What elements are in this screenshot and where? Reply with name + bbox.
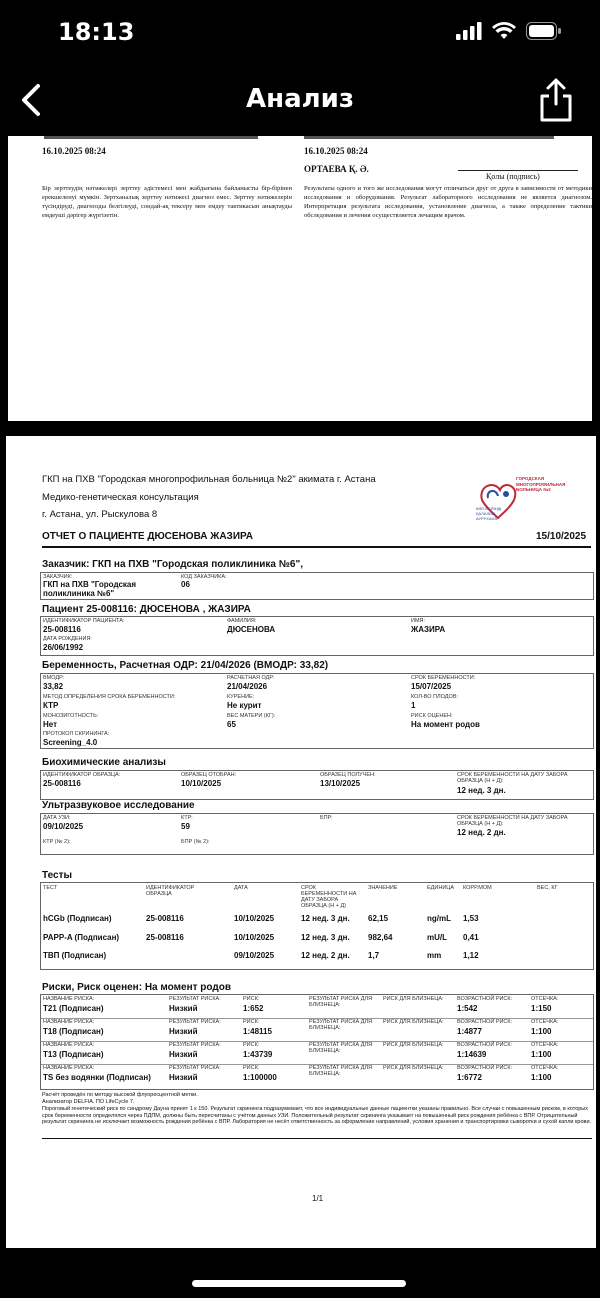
document-page-1 (8, 136, 592, 421)
risk-row (41, 1064, 593, 1087)
document-page-2 (6, 436, 596, 1248)
sample-recv: 13/10/2025 (320, 779, 361, 788)
report-date: 15/10/2025 (536, 531, 587, 542)
age-risk: 1:4877 (457, 1027, 482, 1036)
test-date: 09/10/2025 (234, 951, 275, 960)
test-value: 62,15 (368, 914, 389, 923)
org-line-2: Медико-генетическая консультация (42, 492, 199, 503)
risk-name-label: НАЗВАНИЕ РИСКА: (43, 996, 95, 1002)
age-risk: 1:6772 (457, 1073, 482, 1082)
cutoff: 1:150 (531, 1004, 552, 1013)
risk-row (41, 995, 593, 1019)
test-unit: mU/L (427, 933, 447, 942)
tests-header: Тесты (42, 870, 73, 881)
customer-label: ЗАКАЗЧИК: (43, 574, 73, 580)
dob-label: ДАТА РОЖДЕНИЯ: (43, 636, 92, 642)
pregnancy-header: Беременность, Расчетная ОДР: 21/04/2026 (ВМОДР: 33,82) (42, 660, 329, 671)
test-date: 10/10/2025 (234, 914, 275, 923)
page-title: Анализ (246, 84, 354, 114)
footnote-1: Расчёт проведён по методу высокой флуоресцентной метки. (42, 1092, 198, 1098)
bpr-label: БПР: (320, 815, 333, 821)
vmodr: 33,82 (43, 682, 64, 691)
customer-code: 06 (181, 580, 190, 589)
twin-risk-label: РИСК ДЛЯ БЛИЗНЕЦА: (383, 1065, 444, 1071)
footnote-2: Анализатор DELFIA. ПО LifeCycle 7. (42, 1099, 135, 1105)
ga-us-label: СРОК БЕРЕМЕННОСТИ НА ДАТУ ЗАБОРА ОБРАЗЦА (Н + Д): (457, 815, 568, 827)
mono: Нет (43, 720, 58, 729)
signal-icon (456, 22, 482, 40)
risk-result: Низкий (169, 1027, 198, 1036)
footnote-3: Пороговый генетический риск по синдрому Дауна принят 1 к 150. Результат скрининга подразумевает, что все индивидуальные данные пациентки указаны правильно. Все случаи с повышенным риском, в которых срок беременности определялся через ПДПМ, должны быть пересчитаны с учётом данных УЗИ. Положительный результат скрининга указывает на повышенный риск рождения ребёнка с ВПР. Отрицательный результат скрининга не исключает возможность рождения ребёнка с ВПР. Лаборатория не несёт ответственность за оформление направлений, условия хранения и транспортировки сыворотки и сухой капли крови. (42, 1106, 592, 1125)
ktr2-label: КТР (№ 2): (43, 839, 71, 845)
us-date: 09/10/2025 (43, 822, 84, 831)
risk-name: T18 (Подписан) (43, 1027, 104, 1036)
customer-code-label: КОД ЗАКАЗЧИКА: (181, 574, 227, 580)
sample-taken: 10/10/2025 (181, 779, 222, 788)
cutoff: 1:100 (531, 1073, 552, 1082)
risk-name: T21 (Подписан) (43, 1004, 104, 1013)
pregnancy-box (40, 673, 594, 749)
sample-taken-label: ОБРАЗЕЦ ОТОБРАН: (181, 772, 237, 778)
test-value: 1,7 (368, 951, 380, 960)
sample-id-label: ИДЕНТИФИКАТОР ОБРАЗЦА: (43, 772, 121, 778)
smoking: Не курит (227, 701, 262, 710)
customer-value: ГКП на ПХВ "Городская поликлиника №6" (43, 580, 137, 598)
signer-name: ОРТАЕВА Қ. Ә. (304, 164, 369, 174)
bio-box (40, 770, 594, 800)
risk-eval-label: РИСК ОЦЕНЕН: (411, 713, 453, 719)
ktr: 59 (181, 822, 190, 831)
method-label: МЕТОД ОПРЕДЕЛЕНИЯ СРОКА БЕРЕМЕННОСТИ: (43, 694, 176, 700)
twin-result-label: РЕЗУЛЬТАТ РИСКА ДЛЯ БЛИЗНЕЦА: (309, 1042, 373, 1054)
twin-result-label: РЕЗУЛЬТАТ РИСКА ДЛЯ БЛИЗНЕЦА: (309, 1065, 373, 1077)
risk-value: 1:652 (243, 1004, 264, 1013)
edd-label: РАСЧЕТНАЯ ОДР: (227, 675, 275, 681)
risk-name: TS без водянки (Подписан) (43, 1073, 151, 1082)
sample-recv-label: ОБРАЗЕЦ ПОЛУЧЕН: (320, 772, 376, 778)
test-name: PAPP-A (Подписан) (43, 933, 120, 942)
risk-result: Низкий (169, 1004, 198, 1013)
risk-value: 1:100000 (243, 1073, 277, 1082)
patient-header: Пациент 25-008116: ДЮСЕНОВА , ЖАЗИРА (42, 604, 251, 615)
col-value: ЗНАЧЕНИЕ (368, 885, 398, 891)
col-weight: ВЕС, КГ (537, 885, 558, 891)
risk-name: T13 (Подписан) (43, 1050, 104, 1059)
test-name: ТВП (Подписан) (43, 951, 107, 960)
risk-label: РИСК: (243, 996, 260, 1002)
us-box (40, 813, 594, 855)
cutoff: 1:100 (531, 1050, 552, 1059)
ktr-label: КТР: (181, 815, 193, 821)
col-mom: КОРР.МОМ (463, 885, 492, 891)
wifi-icon (492, 22, 516, 40)
table-row (41, 951, 593, 965)
test-mom: 0,41 (463, 933, 479, 942)
test-mom: 1,12 (463, 951, 479, 960)
age-risk-label: ВОЗРАСТНОЙ РИСК: (457, 1019, 513, 1025)
risk-value: 1:43739 (243, 1050, 273, 1059)
customer-header: Заказчик: ГКП на ПХВ "Городская поликлиника №6", (42, 559, 303, 570)
ga: 15/07/2025 (411, 682, 452, 691)
age-risk-label: ВОЗРАСТНОЙ РИСК: (457, 1065, 513, 1071)
test-ga: 12 нед. 3 дн. (301, 914, 350, 923)
risk-result-label: РЕЗУЛЬТАТ РИСКА: (169, 996, 221, 1002)
cutoff-label: ОТСЕЧКА: (531, 1065, 559, 1071)
ga-label: СРОК БЕРЕМЕННОСТИ: (411, 675, 476, 681)
weight: 65 (227, 720, 236, 729)
risks-table (40, 994, 594, 1090)
test-mom: 1,53 (463, 914, 479, 923)
patient-box (40, 616, 594, 656)
risk-result: Низкий (169, 1073, 198, 1082)
page-number: 1/1 (312, 1194, 324, 1203)
age-risk: 1:14639 (457, 1050, 487, 1059)
twin-result-label: РЕЗУЛЬТАТ РИСКА ДЛЯ БЛИЗНЕЦА: (309, 996, 373, 1008)
org-line-1: ГКП на ПХВ "Городская многопрофильная больница №2" акимата г. Астана (42, 474, 376, 485)
ga-us: 12 нед. 2 дн. (457, 828, 506, 837)
status-icons (456, 22, 562, 40)
risk-row (41, 1041, 593, 1065)
status-bar (0, 0, 600, 68)
hospital-logo (476, 472, 581, 524)
weight-label: ВЕС МАТЕРИ (КГ): (227, 713, 276, 719)
age-risk-label: ВОЗРАСТНОЙ РИСК: (457, 1042, 513, 1048)
edd: 21/04/2026 (227, 682, 268, 691)
disclaimer-kz: Бір зерттеудің нәтижелері зерттеу әдістемесі мен жабдығына байланысты бір-бірінен ерекшеленуі мүмкін. Зертханалық зерттеу нәтижесі диагноз емес. Зерттеу нәтижелерін түсіндіруді, диагнозды белгілеуді, сондай-ақ тексеру мен емдеу тактикасын анықтауды емдеуші дәрігер жүргізетін. (42, 185, 292, 219)
surname: ДЮСЕНОВА (227, 625, 276, 634)
risk-result-label: РЕЗУЛЬТАТ РИСКА: (169, 1042, 221, 1048)
patient-id-label: ИДЕНТИФИКАТОР ПАЦИЕНТА: (43, 618, 125, 624)
twin-risk-label: РИСК ДЛЯ БЛИЗНЕЦА: (383, 1042, 444, 1048)
mono-label: МОНОЗИГОТНОСТЬ: (43, 713, 99, 719)
risk-value: 1:48115 (243, 1027, 272, 1036)
table-row (41, 914, 593, 928)
fetus-label: КОЛ-ВО ПЛОДОВ: (411, 694, 459, 700)
test-unit: mm (427, 951, 442, 960)
risk-result-label: РЕЗУЛЬТАТ РИСКА: (169, 1065, 221, 1071)
method: КТР (43, 701, 59, 710)
risk-label: РИСК: (243, 1042, 260, 1048)
status-time: 18:13 (58, 18, 135, 46)
left-date: 16.10.2025 08:24 (42, 146, 106, 156)
tests-table (40, 882, 594, 970)
battery-icon (526, 22, 562, 40)
twin-risk-label: РИСК ДЛЯ БЛИЗНЕЦА: (383, 1019, 444, 1025)
col-date: ДАТА (234, 885, 248, 891)
nav-bar (0, 68, 600, 136)
col-unit: ЕДИНИЦА (427, 885, 455, 891)
smoking-label: КУРЕНИЕ: (227, 694, 255, 700)
bpr2-label: БПР (№ 2): (181, 839, 210, 845)
risks-header: Риски, Риск оценен: На момент родов (42, 982, 231, 993)
us-header: Ультразвуковое исследование (42, 800, 195, 811)
test-sample-id: 25-008116 (146, 933, 184, 942)
col-test: ТЕСТ (43, 885, 58, 891)
report-title: ОТЧЕТ О ПАЦИЕНТЕ ДЮСЕНОВА ЖАЗИРА (42, 531, 254, 542)
home-indicator[interactable] (192, 1280, 406, 1287)
signature-label: Қолы (подпись) (486, 172, 540, 181)
test-name: hCGb (Подписан) (43, 914, 112, 923)
table-row (41, 933, 593, 947)
age-risk-label: ВОЗРАСТНОЙ РИСК: (457, 996, 513, 1002)
col-ga: СРОК БЕРЕМЕННОСТИ НА ДАТУ ЗАБОРА ОБРАЗЦА (Н + Д) (301, 885, 357, 909)
risk-name-label: НАЗВАНИЕ РИСКА: (43, 1019, 95, 1025)
ga-sample: 12 нед. 3 дн. (457, 786, 506, 795)
name: ЖАЗИРА (411, 625, 446, 634)
cutoff: 1:100 (531, 1027, 552, 1036)
cutoff-label: ОТСЕЧКА: (531, 1019, 559, 1025)
risk-result-label: РЕЗУЛЬТАТ РИСКА: (169, 1019, 221, 1025)
fetus-count: 1 (411, 701, 416, 710)
test-ga: 12 нед. 3 дн. (301, 933, 350, 942)
dob: 26/06/1992 (43, 643, 84, 652)
test-date: 10/10/2025 (234, 933, 275, 942)
vmodr-label: ВМОДР: (43, 675, 65, 681)
protocol-label: ПРОТОКОЛ СКРИНИНГА: (43, 731, 110, 737)
disclaimer-ru: Результаты одного и того же исследования могут отличаться друг от друга в зависимости от методики исследования и оборудования. Результат лабораторного исследования не является диагнозом. Интерпретация результата исследования, установление диагноза, а также определение тактики обследования и лечения осуществляется лечащим врачом. (304, 185, 592, 219)
cutoff-label: ОТСЕЧКА: (531, 1042, 559, 1048)
risk-name-label: НАЗВАНИЕ РИСКА: (43, 1065, 95, 1071)
logo-subtext: КӨП БЕЙІНДІ ҚАЛАЛЫҚ АУРУХАНА (476, 506, 502, 521)
logo-text: ГОРОДСКАЯ МНОГОПРОФИЛЬНАЯ БОЛЬНИЦА №2 (516, 476, 566, 492)
risk-result: Низкий (169, 1050, 198, 1059)
customer-box (40, 572, 594, 600)
risk-eval: На момент родов (411, 720, 480, 729)
sample-id: 25-008116 (43, 779, 81, 788)
right-date: 16.10.2025 08:24 (304, 146, 368, 156)
surname-label: ФАМИЛИЯ: (227, 618, 257, 624)
name-label: ИМЯ: (411, 618, 426, 624)
risk-name-label: НАЗВАНИЕ РИСКА: (43, 1042, 95, 1048)
org-line-3: г. Астана, ул. Рыскулова 8 (42, 509, 158, 520)
test-unit: ng/mL (427, 914, 451, 923)
risk-row (41, 1018, 593, 1042)
ga-sample-label: СРОК БЕРЕМЕННОСТИ НА ДАТУ ЗАБОРА ОБРАЗЦА (Н + Д): (457, 772, 568, 784)
us-date-label: ДАТА УЗИ: (43, 815, 71, 821)
test-sample-id: 25-008116 (146, 914, 184, 923)
risk-label: РИСК: (243, 1065, 260, 1071)
test-value: 982,64 (368, 933, 393, 942)
twin-result-label: РЕЗУЛЬТАТ РИСКА ДЛЯ БЛИЗНЕЦА: (309, 1019, 373, 1031)
col-sample-id: ИДЕНТИФИКАТОР ОБРАЗЦА (146, 885, 195, 897)
share-icon[interactable] (536, 76, 576, 124)
twin-risk-label: РИСК ДЛЯ БЛИЗНЕЦА: (383, 996, 444, 1002)
test-ga: 12 нед. 2 дн. (301, 951, 350, 960)
protocol: Screening_4.0 (43, 738, 98, 747)
patient-id: 25-008116 (43, 625, 81, 634)
risk-label: РИСК: (243, 1019, 260, 1025)
bio-header: Биохимические анализы (42, 757, 166, 768)
cutoff-label: ОТСЕЧКА: (531, 996, 559, 1002)
age-risk: 1:542 (457, 1004, 478, 1013)
